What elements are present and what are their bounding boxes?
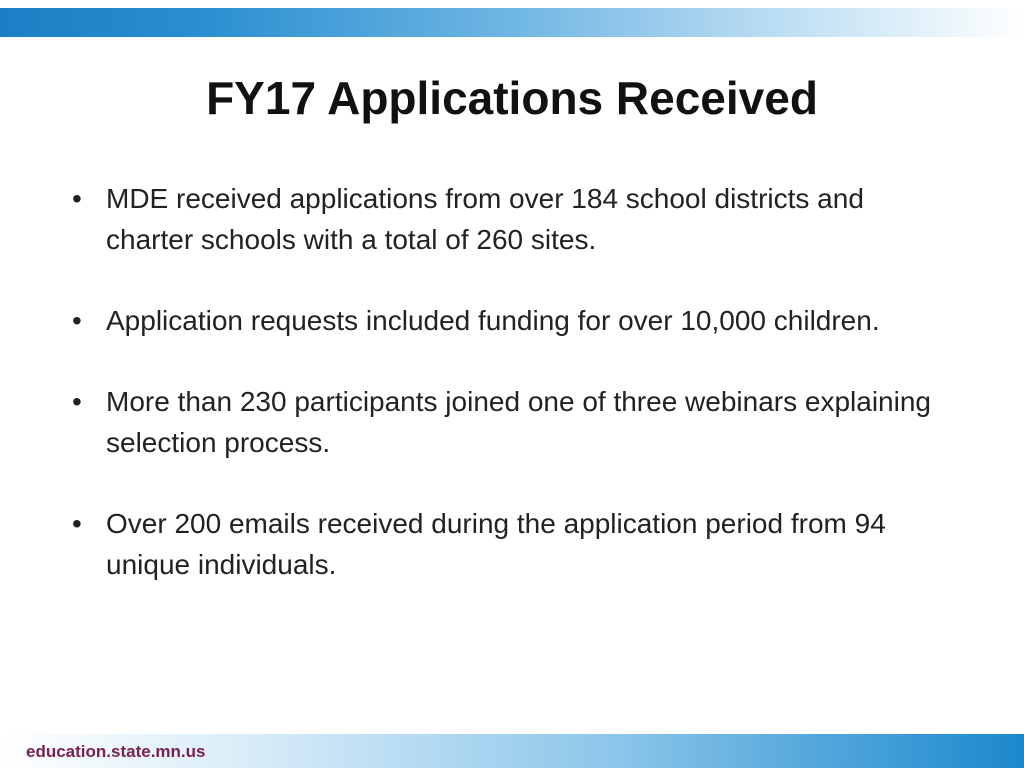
bullet-item — [72, 300, 932, 341]
footer-url: education.state.mn.us — [26, 742, 206, 761]
bullet-icon: • — [72, 386, 82, 417]
bullet-item — [72, 503, 932, 585]
bullet-text: Application requests included funding for over 10,000 children. — [106, 305, 880, 336]
top-accent-band — [0, 8, 1024, 37]
bullet-icon: • — [72, 183, 82, 214]
bullet-text: MDE received applications from over 184 school districts and charter schools with a total of 260 sites. — [106, 183, 864, 255]
slide-title: FY17 Applications Received — [206, 72, 818, 124]
bullet-item — [72, 381, 932, 463]
bullet-item — [72, 178, 932, 260]
bullet-text: More than 230 participants joined one of three webinars explaining selection process. — [106, 386, 931, 458]
bullet-icon: • — [72, 305, 82, 336]
bullet-icon: • — [72, 508, 82, 539]
bullet-text: Over 200 emails received during the application period from 94 unique individuals. — [106, 508, 886, 580]
bullet-list — [72, 178, 932, 625]
